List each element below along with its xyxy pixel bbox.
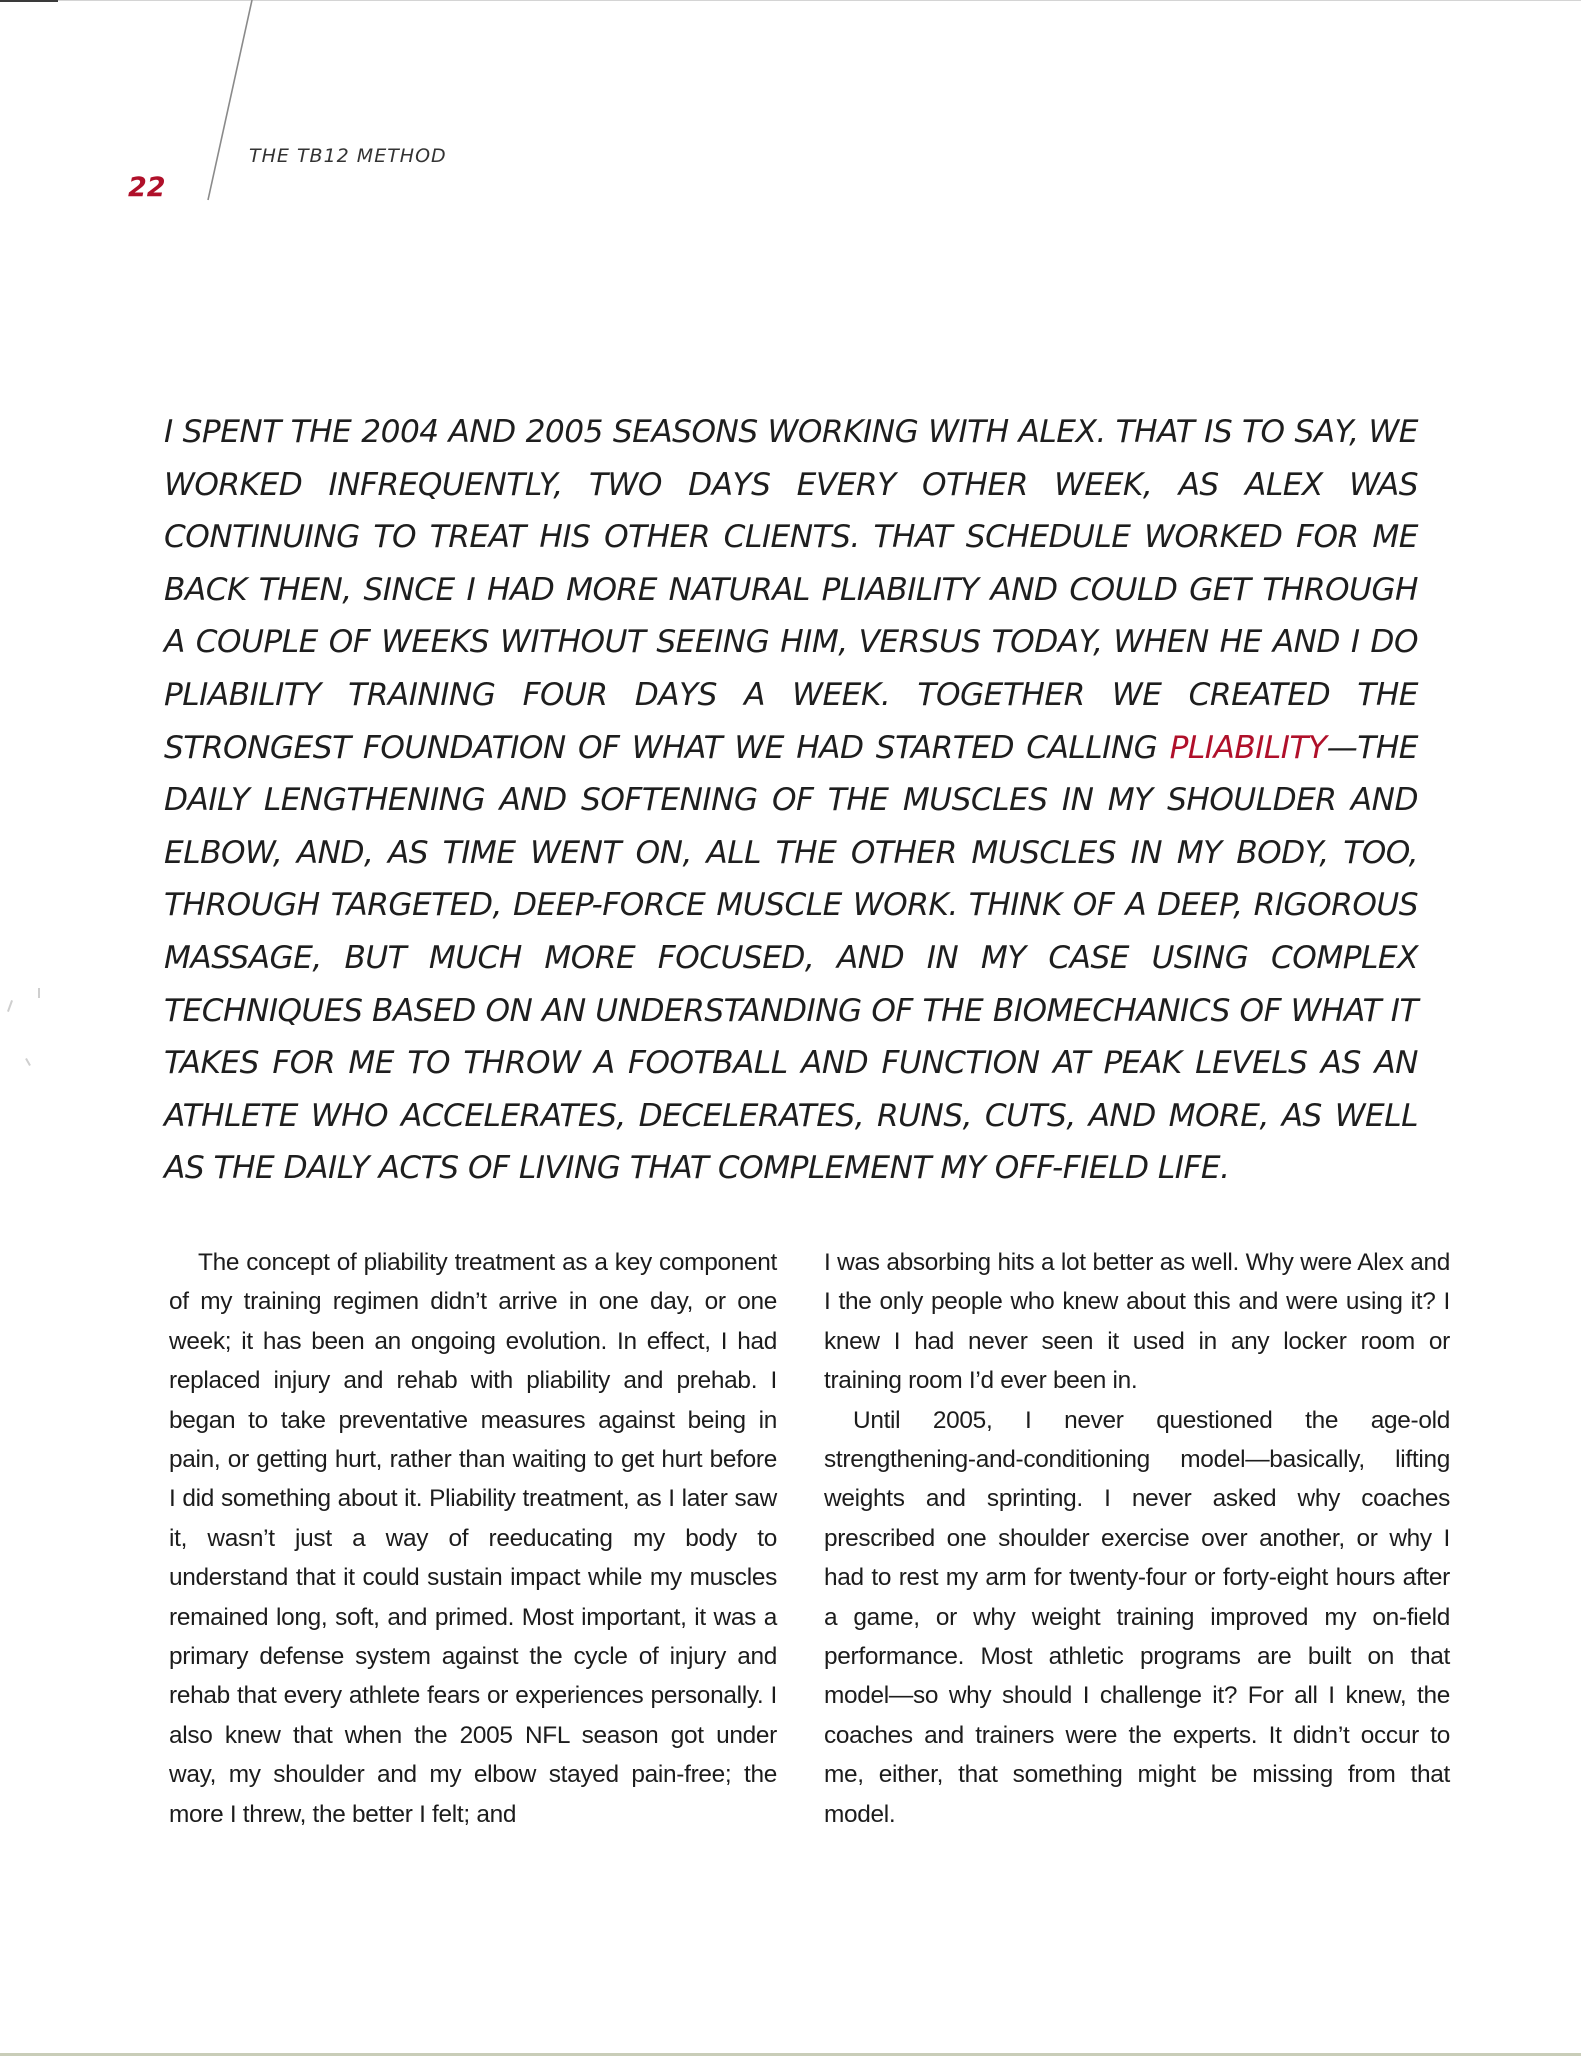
- body-paragraph: Until 2005, I never questioned the age-old strengthening-and-conditioning model—basically, lifting weights and sprinting. I never asked why coaches prescribed one shoulder exercise over another, or why I had to rest my arm for twenty-four or forty-eight hours after a game, or why weight training improved my on-field performance. Most athletic programs are built on that model—so why should I challenge it? For all I knew, the coaches and trainers were the experts. It didn’t occur to me, either, that something might be missing from that model.: [824, 1406, 1450, 1828]
- scan-speck: [25, 1058, 31, 1066]
- body-column-left: [169, 1243, 777, 1834]
- pull-quote-text-end: —THE DAILY LENGTHENING AND SOFTENING OF THE MUSCLES IN MY SHOULDER AND ELBOW, AND, AS TIME WENT ON, ALL THE OTHER MUSCLES IN MY BODY, TOO, THROUGH TARGETED, DEEP-FORCE MUSCLE WORK. THINK OF A DEEP, RIGOROUS MASSAGE, BUT MUCH MORE FOCUSED, AND IN MY CASE USING COMPLEX TECHNIQUES BASED ON AN UNDERSTANDING OF THE BIOMECHANICS OF WHAT IT TAKES FOR ME TO THROW A FOOTBALL AND FUNCTION AT PEAK LEVELS AS AN ATHLETE WHO ACCELERATES, DECELERATES, RUNS, CUTS, AND MORE, AS WELL AS THE DAILY ACTS OF LIVING THAT COMPLEMENT MY OFF-FIELD LIFE.: [164, 729, 1418, 1187]
- page-number: 22: [128, 172, 166, 203]
- pull-quote-highlight: PLIABILITY: [1169, 729, 1327, 766]
- running-head: THE TB12 METHOD: [249, 145, 447, 167]
- scan-speck: [7, 1000, 13, 1012]
- pull-quote-text-start: I SPENT THE 2004 AND 2005 SEASONS WORKING WITH ALEX. THAT IS TO SAY, WE WORKED INFREQUENTLY, TWO DAYS EVERY OTHER WEEK, AS ALEX WAS CONTINUING TO TREAT HIS OTHER CLIENTS. THAT SCHEDULE WORKED FOR ME BACK THEN, SINCE I HAD MORE NATURAL PLIABILITY AND COULD GET THROUGH A COUPLE OF WEEKS WITHOUT SEEING HIM, VERSUS TODAY, WHEN HE AND I DO PLIABILITY TRAINING FOUR DAYS A WEEK. TOGETHER WE CREATED THE STRONGEST FOUNDATION OF WHAT WE HAD STARTED CALLING: [164, 414, 1418, 766]
- body-paragraph: I was absorbing hits a lot better as well. Why were Alex and I the only people who knew about this and were using it? I knew I had never seen it used in any locker room or training room I’d ever been in.: [824, 1249, 1450, 1395]
- scan-speck: [38, 988, 40, 998]
- body-paragraph: The concept of pliability treatment as a key component of my training regimen didn’t arrive in one day, or one week; it has been an ongoing evolution. In effect, I had replaced injury and rehab with pliability and prehab. I began to take preventative measures against being in pain, or getting hurt, rather than waiting to get hurt before I did something about it. Pliability treatment, as I later saw it, wasn’t just a way of reeducating my body to understand that it could sustain impact while my muscles remained long, soft, and primed. Most important, it was a primary defense system against the cycle of injury and rehab that every athlete fears or experiences personally. I also knew that when the 2005 NFL season got under way, my shoulder and my elbow stayed pain-free; the more I threw, the better I felt; and: [169, 1249, 777, 1828]
- body-column-right: [824, 1243, 1450, 1834]
- pull-quote: [164, 406, 1418, 1195]
